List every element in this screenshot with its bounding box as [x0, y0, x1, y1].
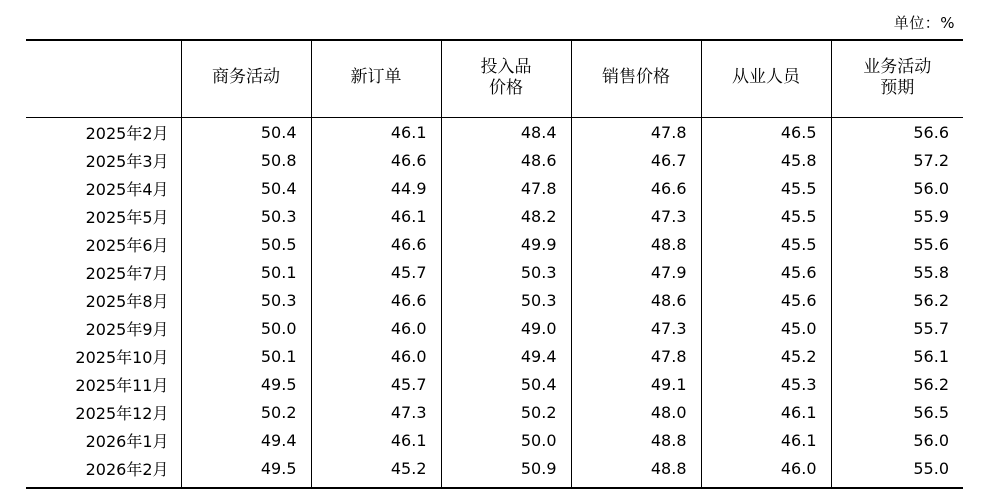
cell-value: 45.5 [701, 202, 831, 230]
cell-value: 50.0 [441, 426, 571, 454]
column-header-business-expectations [831, 40, 963, 118]
row-label: 2025年5月 [26, 202, 181, 230]
cell-value: 55.9 [913, 206, 949, 226]
cell-value: 46.0 [311, 314, 441, 342]
row-label: 2025年8月 [26, 286, 181, 314]
cell-value: 56.2 [913, 290, 949, 310]
cell-value: 50.4 [181, 174, 311, 202]
column-header-sales-prices [571, 40, 701, 118]
table-row [26, 426, 963, 454]
cell-value: 48.6 [441, 146, 571, 174]
cell-value: 45.6 [701, 258, 831, 286]
cell-value: 55.6 [913, 234, 949, 254]
cell-value: 56.1 [913, 346, 949, 366]
cell-value: 46.0 [701, 454, 831, 488]
cell-value: 50.0 [181, 314, 311, 342]
column-header-line: 从业人员 [732, 67, 800, 88]
cell-value: 48.8 [571, 426, 701, 454]
table-row [26, 174, 963, 202]
cell-value: 47.8 [441, 174, 571, 202]
table-body [26, 118, 963, 488]
cell-value: 50.2 [441, 398, 571, 426]
cell-value: 45.3 [701, 370, 831, 398]
cell-value: 47.3 [571, 202, 701, 230]
cell-value: 45.7 [311, 258, 441, 286]
cell-value: 50.4 [441, 370, 571, 398]
cell-value: 50.1 [181, 342, 311, 370]
column-header-new-orders [311, 40, 441, 118]
table-row [26, 398, 963, 426]
cell-value: 56.0 [913, 430, 949, 450]
table-row [26, 314, 963, 342]
cell-value: 46.7 [571, 146, 701, 174]
statistics-table [26, 39, 963, 489]
cell-value: 45.5 [701, 174, 831, 202]
cell-value: 55.7 [913, 318, 949, 338]
column-header-employment [701, 40, 831, 118]
cell-value: 47.3 [311, 398, 441, 426]
cell-value: 55.8 [913, 262, 949, 282]
cell-value: 48.8 [571, 454, 701, 488]
cell-value: 50.1 [181, 258, 311, 286]
cell-value: 50.3 [441, 286, 571, 314]
unit-note: 单位：% [893, 14, 955, 32]
cell-value: 47.8 [571, 118, 701, 147]
cell-value: 55.0 [831, 454, 963, 488]
cell-value: 50.4 [181, 118, 311, 147]
table-row [26, 286, 963, 314]
cell-value: 46.5 [701, 118, 831, 147]
cell-value: 57.2 [913, 150, 949, 170]
cell-value: 56.6 [913, 122, 949, 142]
cell-value: 47.3 [571, 314, 701, 342]
cell-value: 46.1 [701, 398, 831, 426]
cell-value: 49.5 [181, 454, 311, 488]
cell-value: 49.9 [441, 230, 571, 258]
table-row [26, 342, 963, 370]
cell-value: 56.0 [913, 178, 949, 198]
cell-value: 50.2 [181, 398, 311, 426]
table-row [26, 370, 963, 398]
cell-value: 45.2 [311, 454, 441, 488]
row-label: 2026年1月 [26, 426, 181, 454]
cell-value: 46.6 [311, 146, 441, 174]
table-row [26, 454, 963, 488]
cell-value: 50.3 [181, 202, 311, 230]
cell-value: 46.1 [701, 426, 831, 454]
cell-value: 49.4 [181, 426, 311, 454]
cell-value: 45.2 [701, 342, 831, 370]
row-label: 2025年12月 [26, 398, 181, 426]
cell-value: 47.8 [571, 342, 701, 370]
cell-value: 50.3 [181, 286, 311, 314]
cell-value: 46.6 [571, 174, 701, 202]
cell-value: 46.6 [311, 286, 441, 314]
table-row [26, 258, 963, 286]
cell-value: 50.9 [441, 454, 571, 488]
column-header-line: 销售价格 [602, 67, 670, 88]
row-label: 2025年7月 [26, 258, 181, 286]
row-label: 2025年2月 [26, 118, 181, 147]
cell-value: 47.9 [571, 258, 701, 286]
table-corner-cell [26, 40, 181, 118]
cell-value: 48.2 [441, 202, 571, 230]
table-row [26, 230, 963, 258]
cell-value: 49.4 [441, 342, 571, 370]
row-label: 2025年3月 [26, 146, 181, 174]
cell-value: 48.6 [571, 286, 701, 314]
table-row [26, 118, 963, 147]
cell-value: 56.2 [913, 374, 949, 394]
cell-value: 45.0 [701, 314, 831, 342]
cell-value: 48.8 [571, 230, 701, 258]
row-label: 2026年2月 [26, 454, 181, 488]
row-label: 2025年10月 [26, 342, 181, 370]
cell-value: 50.3 [441, 258, 571, 286]
cell-value: 44.9 [311, 174, 441, 202]
row-label: 2025年4月 [26, 174, 181, 202]
cell-value: 46.1 [311, 426, 441, 454]
cell-value: 46.6 [311, 230, 441, 258]
cell-value: 45.5 [701, 230, 831, 258]
cell-value: 46.1 [311, 202, 441, 230]
cell-value: 46.1 [311, 118, 441, 147]
table-header-row [26, 40, 963, 118]
cell-value: 50.8 [181, 146, 311, 174]
row-label: 2025年11月 [26, 370, 181, 398]
cell-value: 45.6 [701, 286, 831, 314]
column-header-line: 业务活动 [863, 56, 932, 77]
column-header-line: 投入品 [480, 56, 532, 77]
column-header-line: 价格 [489, 78, 523, 98]
cell-value: 45.7 [311, 370, 441, 398]
cell-value: 56.5 [913, 402, 949, 422]
cell-value: 49.5 [181, 370, 311, 398]
cell-value: 49.0 [441, 314, 571, 342]
row-label: 2025年9月 [26, 314, 181, 342]
cell-value: 48.4 [441, 118, 571, 147]
column-header-business-activity [181, 40, 311, 118]
column-header-line: 新订单 [350, 67, 402, 88]
column-header-line: 预期 [880, 78, 915, 98]
cell-value: 50.5 [181, 230, 311, 258]
cell-value: 45.8 [701, 146, 831, 174]
table-header [26, 40, 963, 118]
cell-value: 49.1 [571, 370, 701, 398]
cell-value: 46.0 [311, 342, 441, 370]
column-header-input-prices [441, 40, 571, 118]
table-row [26, 202, 963, 230]
table-row [26, 146, 963, 174]
cell-value: 48.0 [571, 398, 701, 426]
row-label: 2025年6月 [26, 230, 181, 258]
column-header-line: 商务活动 [212, 67, 280, 88]
